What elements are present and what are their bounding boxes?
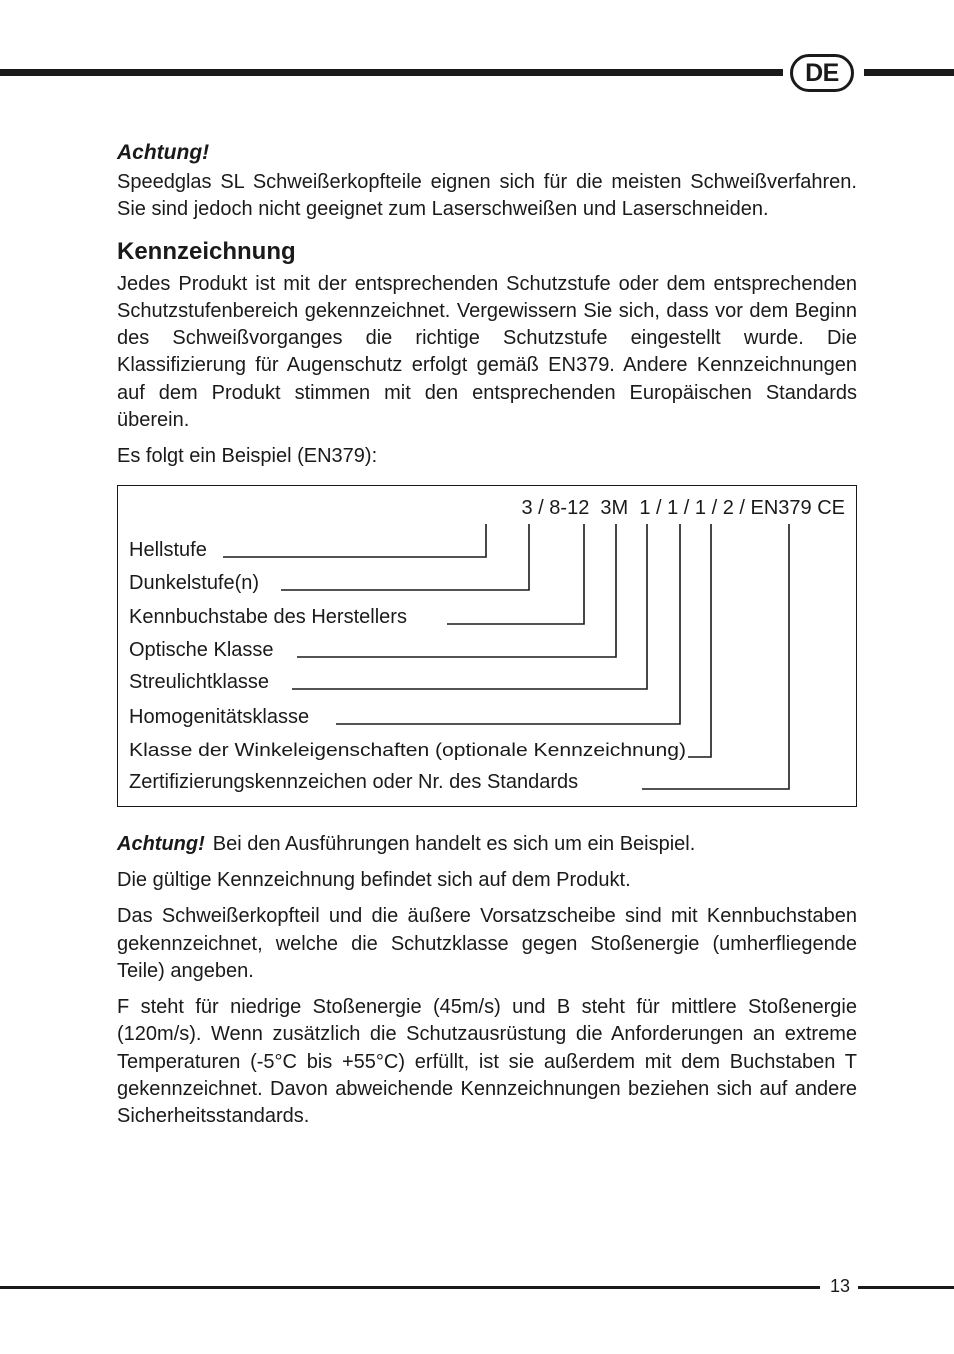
warning-label: Achtung! (117, 832, 205, 855)
leader-winkel (688, 524, 711, 757)
footer-rule-right (858, 1286, 954, 1289)
footer-rule-left (0, 1286, 820, 1289)
marking-diagram-svg (118, 486, 858, 808)
section-heading: Kennzeichnung (117, 237, 296, 265)
label-optische-klasse: Optische Klasse (129, 638, 274, 661)
marking-diagram (117, 485, 857, 807)
leader-hersteller (447, 524, 584, 624)
label-dunkelstufe: Dunkelstufe(n) (129, 571, 260, 594)
label-winkel: Klasse der Winkeleigenschaften (optionale Kennzeichnung) (129, 739, 686, 760)
energy-paragraph: F steht für niedrige Stoßenergie (45m/s) und B steht für mittlere Stoßenergie (120m/s). Wenn zusätzlich die Schutzausrüstung die Anforderungen an extreme Temperaturen (-5°C bis +55°C) erfüllt, ist sie außerdem mit dem Buchstaben T gekennzeichnet. Davon abweichende Kennzeichnungen beziehen sich auf andere Sicherheitsstandards. (117, 996, 857, 1128)
warning-text: Bei den Ausführungen handelt es sich um ein Beispiel. (212, 832, 696, 855)
example-warning-paragraph (117, 831, 857, 858)
example-intro: Es folgt ein Beispiel (EN379): (117, 445, 378, 468)
header-rule-right (864, 69, 954, 76)
warning-paragraph: Speedglas SL Schweißerkopfteile eignen sich für die meisten Schweißverfahren. Sie sind jedoch nicht geeignet zum Laserschweißen und Laserschneiden. (117, 171, 857, 221)
label-hellstufe: Hellstufe (129, 538, 207, 561)
marking-code: 3 / 8-12 3M 1 / 1 / 1 / 2 / EN379 CE (521, 496, 845, 519)
page-content (117, 137, 857, 1131)
page-number: 13 (829, 1276, 851, 1296)
label-hersteller: Kennbuchstabe des Herstellers (129, 605, 407, 628)
valid-marking-paragraph: Die gültige Kennzeichnung befindet sich auf dem Produkt. (117, 868, 631, 891)
marking-paragraph: Jedes Produkt ist mit der entsprechenden Schutzstufe oder dem entsprechenden Schutzstufenbereich gekennzeichnet. Vergewissern Sie sich, dass vor dem Beginn des Schweißvorganges die richtige Schutzstufe eingestellt wurde. Die Klassifizierung für Augenschutz erfolgt gemäß EN379. Andere Kennzeichnungen auf dem Produkt stimmen mit den entsprechenden Europäischen Standards überein. (117, 272, 857, 432)
header-rule-left (0, 69, 783, 76)
leader-hellstufe (223, 524, 486, 557)
label-zertifizierung: Zertifizierungskennzeichen oder Nr. des Standards (129, 770, 579, 793)
warning-title: Achtung! (117, 141, 210, 164)
language-badge: DE (790, 54, 854, 92)
impact-paragraph: Das Schweißerkopfteil und die äußere Vorsatzscheibe sind mit Kennbuchstaben gekennzeichnet, welche die Schutzklasse gegen Stoßenergie (umherfliegende Teile) angeben. (117, 905, 857, 982)
label-homogenitaet: Homogenitätsklasse (129, 705, 310, 728)
label-streulicht: Streulichtklasse (129, 670, 270, 693)
